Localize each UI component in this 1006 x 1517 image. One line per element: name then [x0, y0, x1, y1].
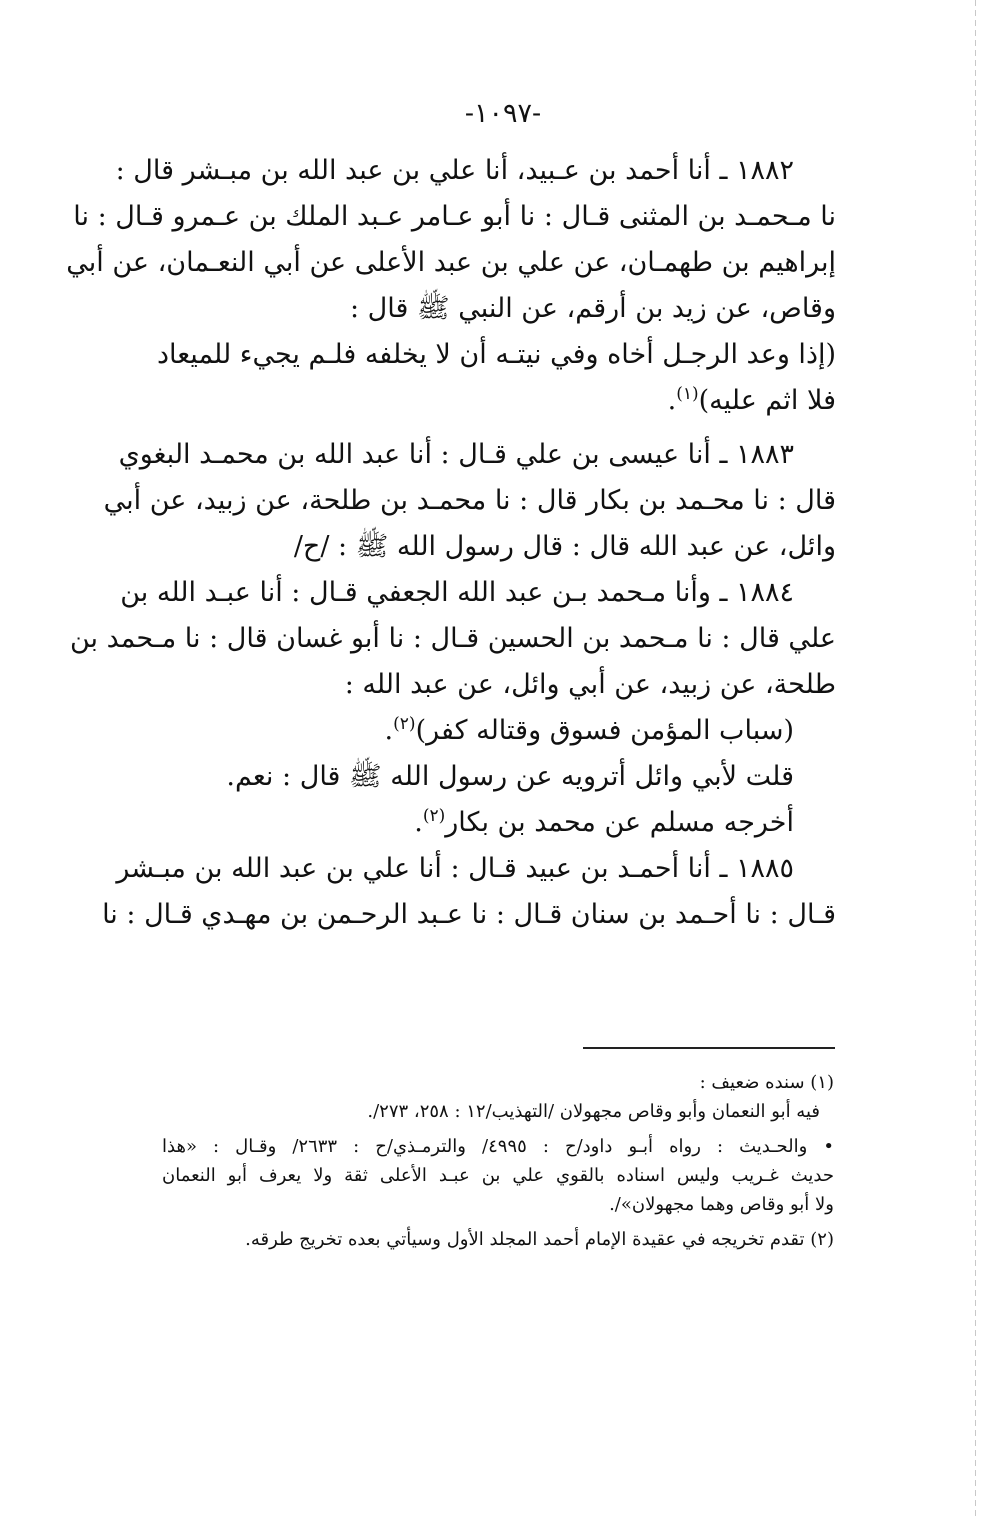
main-text: [66, 148, 836, 938]
period-mark: .: [384, 715, 394, 746]
footnote-separator: [583, 1047, 835, 1049]
footnote-ref-1: (١): [676, 384, 699, 404]
footnote-ref-3: (٢): [422, 806, 446, 826]
hadith-1883-line-2: قال : نا محـمد بن بكار قال : نا محمـد بن طلحة، عن زبيد، عن أبي: [103, 485, 836, 516]
footnote-1-line-4: حديث غـريب وليس اسناده بالقوي علي بن عبـد الأعلى ثقة ولا يعرف أبو النعمان: [162, 1165, 834, 1186]
footnote-1-line-2: فيه أبو النعمان وأبو وقاص مجهولان /التهذيب/١٢ : ٢٥٨، ٢٧٣/.: [367, 1101, 820, 1122]
footnote-1-heading: (١) سنده ضعيف :: [699, 1072, 834, 1093]
footnotes: [162, 1068, 834, 1254]
hadith-1885-line-2: قـال : نا أحـمد بن سنان قـال : نا عـبد الرحـمن بن مهـدي قـال : نا: [102, 899, 836, 930]
hadith-1882-line-3: إبراهيم بن طهمـان، عن علي بن عبد الأعلى عن أبي النعـمان، عن أبي: [66, 247, 836, 278]
hadith-1882-text-line-2: [160, 378, 836, 424]
hadith-1882-line-4: وقاص، عن زيد بن أرقم، عن النبي ﷺ قال :: [349, 293, 836, 324]
footnote-1-line-3: • والحـديث : رواه أبـو داود/ح : ٤٩٩٥/ والترمـذي/ح : ٢٦٣٣/ وقـال : «هذا: [162, 1136, 834, 1157]
hadith-1882-line-1: ١٨٨٢ ـ أنا أحمد بن عـبيد، أنا علي بن عبد الله بن مبـشر قال :: [115, 155, 794, 186]
footnote-1-line-5: ولا أبو وقاص وهما مجهولان»/.: [609, 1194, 834, 1215]
hadith-1882-text-line-1: (إذا وعد الرجـل أخاه وفي نيتـه أن لا يخلفه فلـم يجيء للميعاد: [157, 339, 836, 370]
scan-edge-line: [975, 0, 976, 1517]
page-number: -١٠٩٧-: [464, 98, 542, 129]
hadith-1882-line-2: نا مـحمـد بن المثنى قـال : نا أبو عـامر عـبد الملك بن عـمرو قـال : نا: [73, 201, 836, 232]
paragraph-gap: [160, 424, 836, 432]
hadith-1884-text-body: (سباب المؤمن فسوق وقتاله كفر): [415, 715, 794, 746]
period-mark: .: [667, 385, 677, 416]
hadith-1884-line-3: طلحة، عن زبيد، عن أبي وائل، عن عبد الله :: [344, 669, 836, 700]
hadith-1884-source: [160, 800, 836, 846]
hadith-1885-line-1: ١٨٨٥ ـ أنا أحمـد بن عبيد قـال : أنا علي بن عبد الله بن مبـشر: [116, 853, 794, 884]
footnote-2: (٢) تقدم تخريجه في عقيدة الإمام أحمد المجلد الأول وسيأتي بعده تخريج طرقه.: [245, 1229, 834, 1250]
hadith-1882-text-end: فلا اثم عليه): [698, 385, 836, 416]
footnote-ref-2: (٢): [393, 714, 416, 734]
hadith-1884-text: [160, 708, 836, 754]
hadith-1884-source-body: أخرجه مسلم عن محمد بن بكار: [445, 807, 794, 838]
hadith-1883-line-3: وائل، عن عبد الله قال : قال رسول الله ﷺ : /ح/: [293, 531, 836, 562]
hadith-1884-line-1: ١٨٨٤ ـ وأنا مـحمد بـن عبد الله الجعفي قـال : أنا عبـد الله بن: [120, 577, 794, 608]
period-mark: .: [414, 807, 423, 838]
hadith-1884-line-2: علي قال : نا مـحمد بن الحسين قـال : نا أبو غسان قال : نا مـحمد بن: [69, 623, 836, 654]
hadith-1883-line-1: ١٨٨٣ ـ أنا عيسى بن علي قـال : أنا عبد الله بن محمـد البغوي: [118, 439, 794, 470]
hadith-1884-question: قلت لأبي وائل أترويه عن رسول الله ﷺ قال : نعم.: [226, 761, 794, 792]
